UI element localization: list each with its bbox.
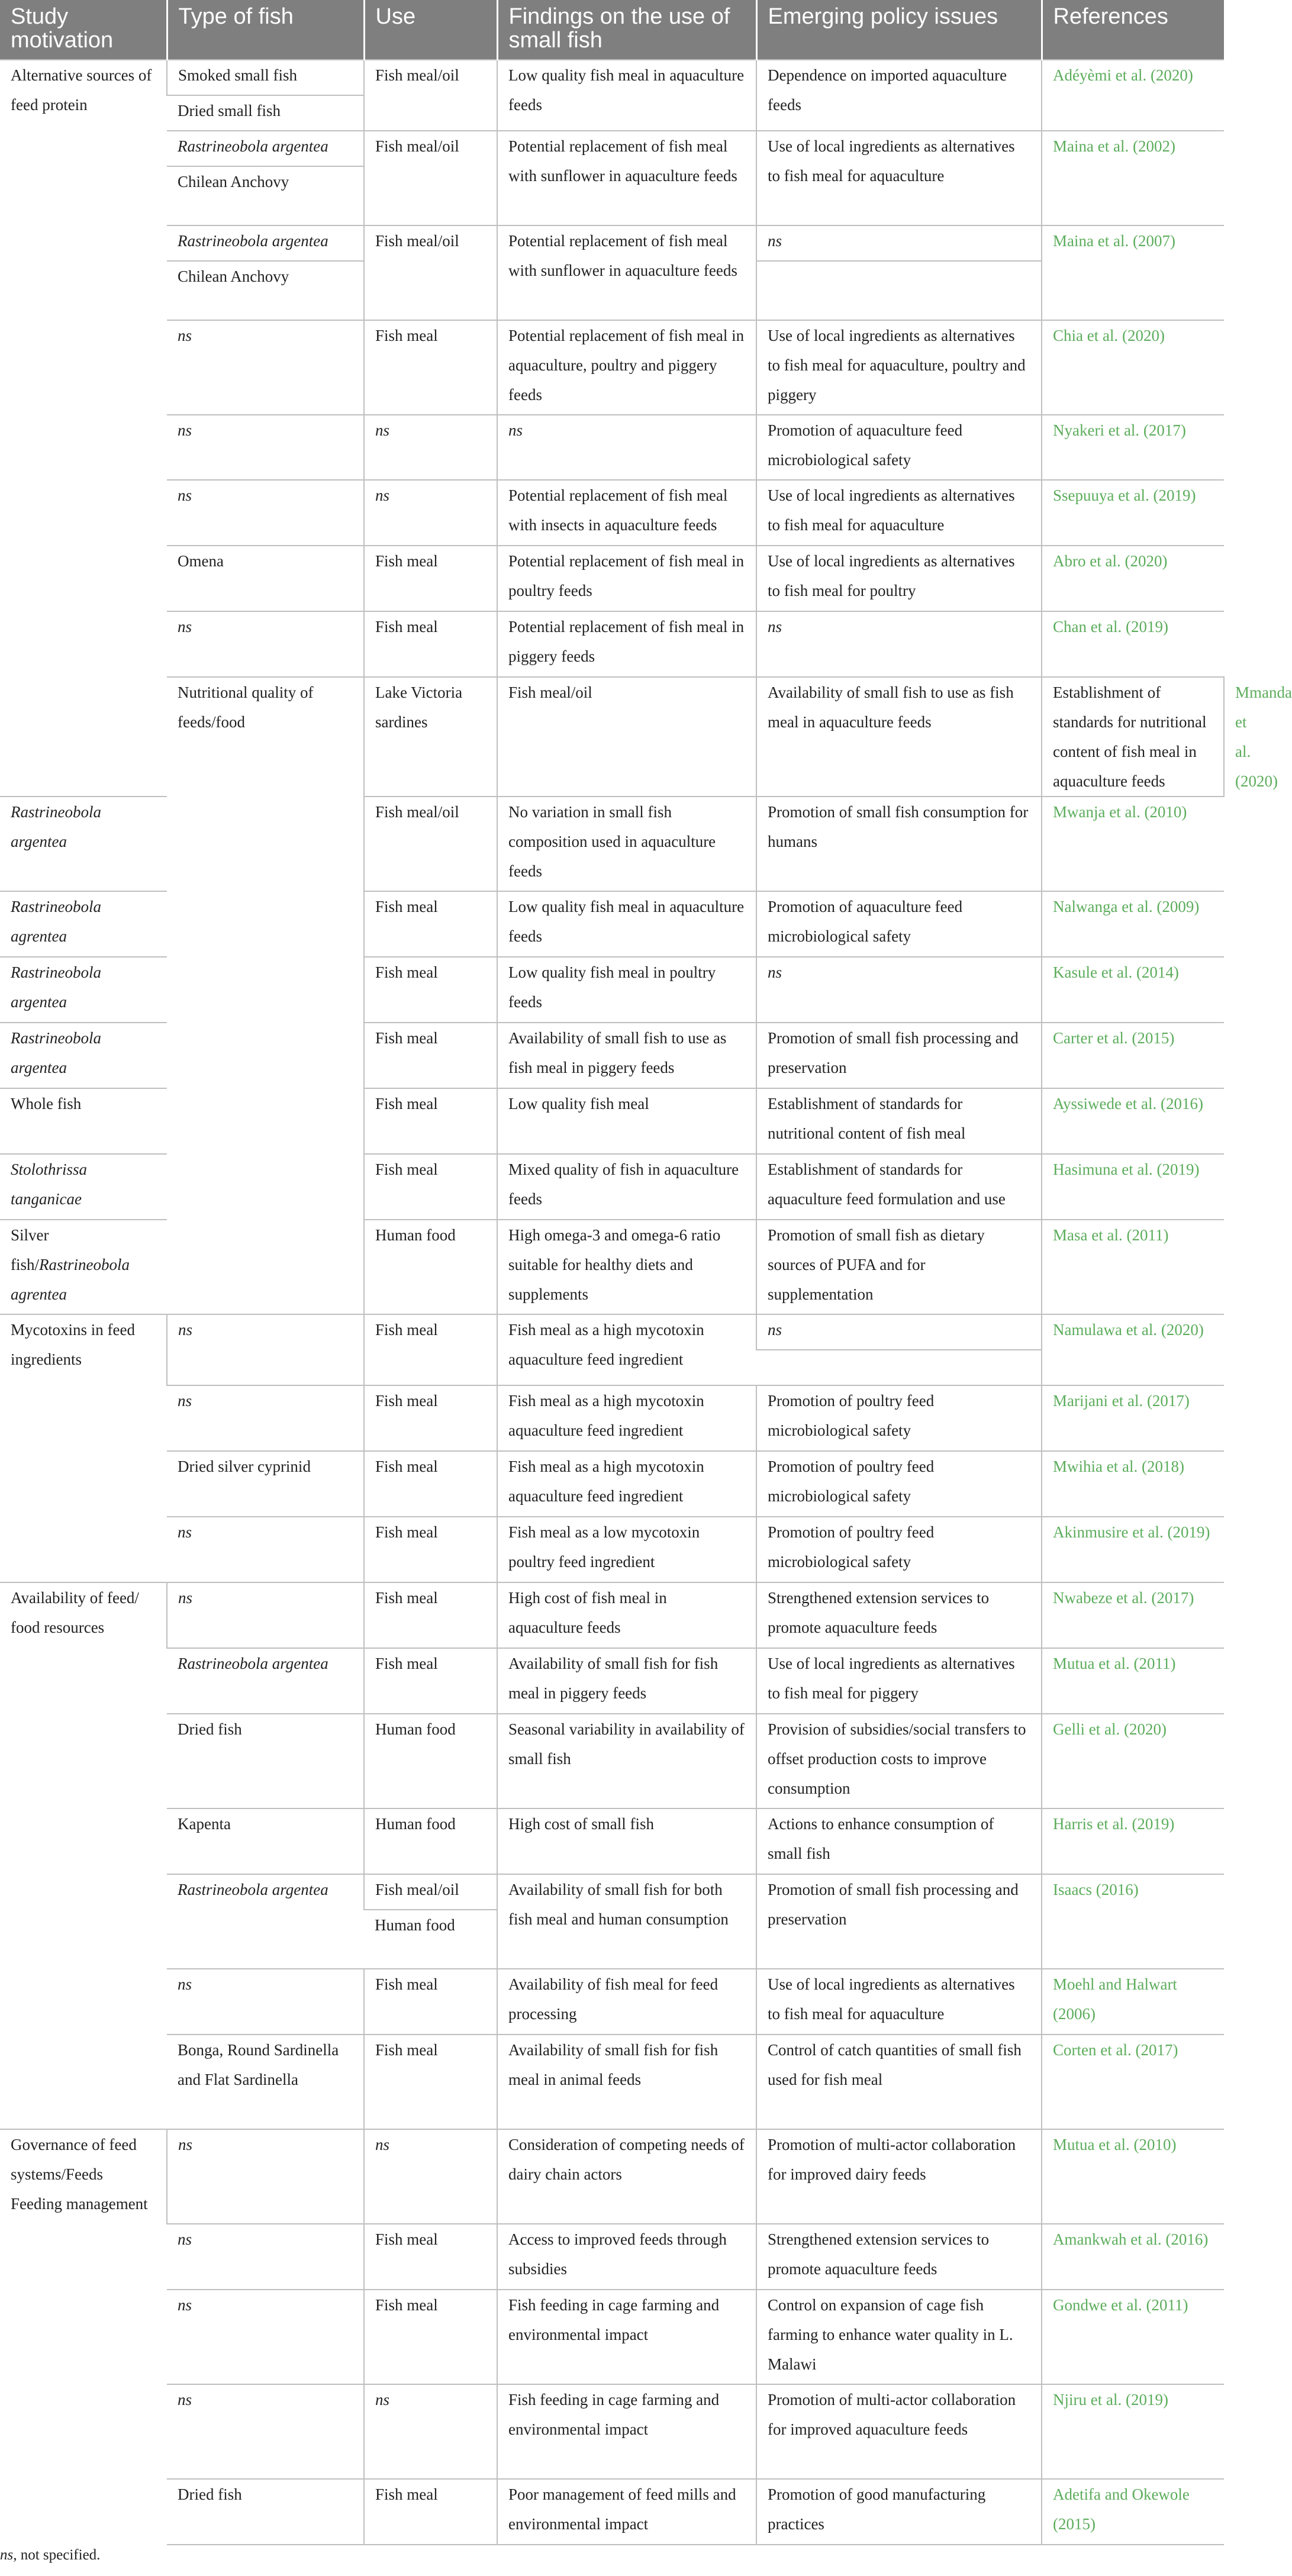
reference: Ssepuuya et al. (2019)	[1042, 480, 1224, 546]
reference: Hasimuna et al. (2019)	[1042, 1154, 1224, 1220]
finding: Potential replacement of fish meal with sunflower in aquaculture feeds	[497, 225, 756, 320]
reference: Ayssiwede et al. (2016)	[1042, 1088, 1224, 1154]
header-study-motivation: Study motivation	[0, 0, 167, 60]
fish-type: Rastrineobola argentea	[167, 1648, 364, 1714]
reference: Gondwe et al. (2011)	[1042, 2290, 1224, 2384]
fish-type: ns	[167, 2384, 364, 2479]
fish-type: Whole fish	[0, 1088, 167, 1154]
policy: Establishment of standards for nutritional content of fish meal	[756, 1088, 1042, 1154]
section-label: Alternative sources of feed protein	[0, 60, 167, 797]
fish-type-species: Rastrineobola agrentea	[11, 1256, 130, 1303]
table-footnote	[0, 2543, 100, 2567]
use: ns	[364, 2129, 497, 2224]
policy: Promotion of small fish processing and preservation	[756, 1874, 1042, 1969]
table-row	[0, 1582, 1224, 1648]
policy: Dependence on imported aquaculture feeds	[756, 60, 1042, 131]
table-row	[0, 2290, 1224, 2384]
fish-type: Dried small fish	[167, 95, 364, 131]
use: Fish meal	[364, 1969, 497, 2035]
table-row	[0, 320, 1224, 415]
fish-type: Dried fish	[167, 1714, 364, 1808]
policy: Use of local ingredients as alternatives to fish meal for poultry	[756, 546, 1042, 611]
use: Fish meal	[364, 1451, 497, 1517]
policy: Promotion of aquaculture feed microbiological safety	[756, 415, 1042, 480]
finding: Potential replacement of fish meal with insects in aquaculture feeds	[497, 480, 756, 546]
policy: Establishment of standards for nutritional content of fish meal in aquaculture feeds	[1042, 677, 1224, 797]
reference: Amankwah et al. (2016)	[1042, 2224, 1224, 2290]
fish-type: Rastrineobola argentea	[167, 131, 364, 166]
policy: Use of local ingredients as alternatives to fish meal for aquaculture	[756, 480, 1042, 546]
policy: Promotion of small fish processing and preservation	[756, 1023, 1042, 1088]
finding: Potential replacement of fish meal in piggery feeds	[497, 611, 756, 677]
fish-type: ns	[167, 415, 364, 480]
fish-type: Bonga, Round Sardinella and Flat Sardinella	[167, 2035, 364, 2129]
fish-type: Rastrineobola argentea	[0, 957, 167, 1023]
fish-type: Rastrineobola argentea	[0, 1023, 167, 1088]
use: Fish meal/oil	[364, 1874, 497, 1910]
table-row	[0, 1517, 1224, 1582]
fish-type: ns	[167, 1517, 364, 1582]
policy: Promotion of poultry feed microbiological safety	[756, 1385, 1042, 1451]
reference: Abro et al. (2020)	[1042, 546, 1224, 611]
finding: Fish meal as a high mycotoxin aquaculture feed ingredient	[497, 1385, 756, 1451]
header-policy-issues: Emerging policy issues	[756, 0, 1042, 60]
fish-type: Lake Victoria sardines	[364, 677, 497, 797]
footnote-text: , not specified.	[13, 2547, 101, 2563]
finding: Low quality fish meal	[497, 1088, 756, 1154]
fish-type: Stolothrissa tanganicae	[0, 1154, 167, 1220]
fish-type: Dried fish	[167, 2479, 364, 2545]
fish-type: Smoked small fish	[167, 60, 364, 95]
use: Human food	[364, 1910, 497, 1969]
fish-type: Rastrineobola argentea	[0, 797, 167, 891]
section-label: Availability of feed/ food resources	[0, 1582, 167, 2129]
footnote-abbr: ns	[0, 2547, 14, 2563]
finding: ns	[497, 415, 756, 480]
use: ns	[364, 480, 497, 546]
fish-type: Rastrineobola argentea	[167, 225, 364, 261]
fish-type: ns	[167, 1582, 364, 1648]
finding: Potential replacement of fish meal in aquaculture, poultry and piggery feeds	[497, 320, 756, 415]
finding: High cost of fish meal in aquaculture feeds	[497, 1582, 756, 1648]
policy: Establishment of standards for aquaculture feed formulation and use	[756, 1154, 1042, 1220]
finding: Poor management of feed mills and environmental impact	[497, 2479, 756, 2545]
finding: Fish meal as a low mycotoxin poultry feed ingredient	[497, 1517, 756, 1582]
finding: High omega-3 and omega-6 ratio suitable for healthy diets and supplements	[497, 1220, 756, 1314]
section-label: Governance of feed systems/Feeds Feeding management	[0, 2129, 167, 2545]
reference: Corten et al. (2017)	[1042, 2035, 1224, 2129]
fish-type: Chilean Anchovy	[167, 261, 364, 320]
use: Fish meal/oil	[364, 797, 497, 891]
finding: No variation in small fish composition used in aquaculture feeds	[497, 797, 756, 891]
use: Fish meal	[364, 2479, 497, 2545]
use: Fish meal	[364, 2290, 497, 2384]
finding: Fish feeding in cage farming and environmental impact	[497, 2384, 756, 2479]
reference: Mwanja et al. (2010)	[1042, 797, 1224, 891]
policy: Promotion of aquaculture feed microbiological safety	[756, 891, 1042, 957]
fish-type-prefix: Silver fish/	[11, 1226, 49, 1274]
policy: Promotion of multi-actor collaboration for improved dairy feeds	[756, 2129, 1042, 2224]
finding: Mixed quality of fish in aquaculture feeds	[497, 1154, 756, 1220]
finding: Fish feeding in cage farming and environmental impact	[497, 2290, 756, 2384]
use: Fish meal	[364, 1154, 497, 1220]
policy: Promotion of multi-actor collaboration for improved aquaculture feeds	[756, 2384, 1042, 2479]
policy: Actions to enhance consumption of small fish	[756, 1808, 1042, 1874]
reference: Marijani et al. (2017)	[1042, 1385, 1224, 1451]
reference: Mutua et al. (2011)	[1042, 1648, 1224, 1714]
header-use: Use	[364, 0, 497, 60]
section-label: Nutritional quality of feeds/food	[167, 677, 364, 1314]
fish-type: Rastrineobola argentea	[167, 1874, 364, 1969]
finding: Availability of small fish for fish meal in piggery feeds	[497, 1648, 756, 1714]
reference: Nwabeze et al. (2017)	[1042, 1582, 1224, 1648]
use: Fish meal	[364, 1314, 497, 1385]
fish-type: ns	[167, 2129, 364, 2224]
policy: Strengthened extension services to promote aquaculture feeds	[756, 1582, 1042, 1648]
use: Fish meal	[364, 611, 497, 677]
use: Fish meal	[364, 2224, 497, 2290]
use: Fish meal	[364, 2035, 497, 2129]
reference: Moehl and Halwart (2006)	[1042, 1969, 1224, 2035]
table-row	[0, 1969, 1224, 2035]
fish-type: ns	[167, 611, 364, 677]
policy: Use of local ingredients as alternatives to fish meal for aquaculture	[756, 1969, 1042, 2035]
table-row	[0, 1451, 1224, 1517]
finding: Fish meal as a high mycotoxin aquaculture feed ingredient	[497, 1451, 756, 1517]
reference: Nalwanga et al. (2009)	[1042, 891, 1224, 957]
finding: Access to improved feeds through subsidies	[497, 2224, 756, 2290]
finding: Low quality fish meal in poultry feeds	[497, 957, 756, 1023]
policy: Promotion of small fish consumption for humans	[756, 797, 1042, 891]
table-row	[0, 480, 1224, 546]
reference: Mutua et al. (2010)	[1042, 2129, 1224, 2224]
fish-type: Dried silver cyprinid	[167, 1451, 364, 1517]
reference: Carter et al. (2015)	[1042, 1023, 1224, 1088]
policy: ns	[756, 225, 1042, 261]
reference: Mwihia et al. (2018)	[1042, 1451, 1224, 1517]
finding: High cost of small fish	[497, 1808, 756, 1874]
use: Fish meal	[364, 1088, 497, 1154]
fish-type: Rastrineobola agrentea	[0, 891, 167, 957]
fish-type: ns	[167, 2224, 364, 2290]
fish-type: ns	[167, 480, 364, 546]
use: Fish meal	[364, 1582, 497, 1648]
use: Human food	[364, 1220, 497, 1314]
header-references: References	[1042, 0, 1224, 60]
policy: Promotion of poultry feed microbiological safety	[756, 1517, 1042, 1582]
reference: Akinmusire et al. (2019)	[1042, 1517, 1224, 1582]
policy: Provision of subsidies/social transfers to offset production costs to improve consumption	[756, 1714, 1042, 1808]
reference: Maina et al. (2007)	[1042, 225, 1224, 320]
policy: Strengthened extension services to promote aquaculture feeds	[756, 2224, 1042, 2290]
table-row	[0, 225, 1224, 261]
policy: Control of catch quantities of small fish used for fish meal	[756, 2035, 1042, 2129]
header-findings: Findings on the use of small fish	[497, 0, 756, 60]
policy: Use of local ingredients as alternatives to fish meal for aquaculture, poultry and piggery	[756, 320, 1042, 415]
fish-type: ns	[167, 1314, 364, 1385]
table-row	[0, 2224, 1224, 2290]
finding: Availability of small fish for fish meal in animal feeds	[497, 2035, 756, 2129]
table-row	[0, 1648, 1224, 1714]
fish-type: ns	[167, 320, 364, 415]
table-row	[0, 1714, 1224, 1808]
finding: Low quality fish meal in aquaculture feeds	[497, 60, 756, 131]
finding: Availability of small fish to use as fish meal in piggery feeds	[497, 1023, 756, 1088]
section-label: Mycotoxins in feed ingredients	[0, 1314, 167, 1582]
finding: Potential replacement of fish meal with sunflower in aquaculture feeds	[497, 131, 756, 225]
finding: Fish meal as a high mycotoxin aquaculture feed ingredient	[497, 1314, 756, 1385]
table-row	[0, 1385, 1224, 1451]
reference: Namulawa et al. (2020)	[1042, 1314, 1224, 1385]
table-row	[0, 2479, 1224, 2545]
table-row: Nutritional quality of feeds/food Lake Victoria sardines Fish meal/oil Availability of small fish to use as fish meal in aquaculture feeds Establishment of standards for nutritional content of fish meal in aquaculture feeds Mmanda et al. (2020)	[0, 677, 1224, 797]
policy: Control on expansion of cage fish farming to enhance water quality in L. Malawi	[756, 2290, 1042, 2384]
table-row	[0, 1808, 1224, 1874]
policy: ns	[756, 957, 1042, 1023]
fish-type: Chilean Anchovy	[167, 166, 364, 225]
table-row	[0, 546, 1224, 611]
table-row	[0, 1874, 1224, 1910]
use: Fish meal	[364, 320, 497, 415]
finding: Consideration of competing needs of dairy chain actors	[497, 2129, 756, 2224]
use: Fish meal	[364, 546, 497, 611]
table-row	[0, 2384, 1224, 2479]
policy: Use of local ingredients as alternatives to fish meal for aquaculture	[756, 131, 1042, 225]
reference: Adéyèmi et al. (2020)	[1042, 60, 1224, 131]
finding: Availability of small fish to use as fish meal in aquaculture feeds	[756, 677, 1042, 797]
fish-type: Omena	[167, 546, 364, 611]
reference: Chia et al. (2020)	[1042, 320, 1224, 415]
reference: Adetifa and Okewole (2015)	[1042, 2479, 1224, 2545]
policy-empty	[756, 261, 1042, 320]
use: Fish meal	[364, 1023, 497, 1088]
reference: Chan et al. (2019)	[1042, 611, 1224, 677]
table-row	[0, 2035, 1224, 2129]
finding: Low quality fish meal in aquaculture feeds	[497, 891, 756, 957]
policy: ns	[756, 611, 1042, 677]
policy: Promotion of poultry feed microbiological safety	[756, 1451, 1042, 1517]
table-row	[0, 131, 1224, 166]
reference: Nyakeri et al. (2017)	[1042, 415, 1224, 480]
use: Fish meal	[364, 1385, 497, 1451]
header-row	[0, 0, 1224, 60]
use: Fish meal	[364, 1517, 497, 1582]
policy-empty	[756, 1350, 1042, 1385]
table-row	[0, 2129, 1224, 2224]
table-row	[0, 1314, 1224, 1350]
fish-type	[0, 1220, 167, 1314]
reference: Njiru et al. (2019)	[1042, 2384, 1224, 2479]
use: ns	[364, 415, 497, 480]
table-row	[0, 60, 1224, 95]
fish-type: ns	[167, 1969, 364, 2035]
policy: Use of local ingredients as alternatives to fish meal for piggery	[756, 1648, 1042, 1714]
reference: Masa et al. (2011)	[1042, 1220, 1224, 1314]
reference: Maina et al. (2002)	[1042, 131, 1224, 225]
reference: Harris et al. (2019)	[1042, 1808, 1224, 1874]
finding: Seasonal variability in availability of small fish	[497, 1714, 756, 1808]
use: Human food	[364, 1808, 497, 1874]
use: Fish meal/oil	[497, 677, 756, 797]
fish-type: Kapenta	[167, 1808, 364, 1874]
reference: Isaacs (2016)	[1042, 1874, 1224, 1969]
table-row	[0, 415, 1224, 480]
finding: Availability of fish meal for feed processing	[497, 1969, 756, 2035]
use: Fish meal/oil	[364, 225, 497, 320]
use: Human food	[364, 1714, 497, 1808]
fish-type: ns	[167, 2290, 364, 2384]
use: Fish meal	[364, 1648, 497, 1714]
policy: Promotion of small fish as dietary sources of PUFA and for supplementation	[756, 1220, 1042, 1314]
use: Fish meal/oil	[364, 60, 497, 131]
finding: Availability of small fish for both fish meal and human consumption	[497, 1874, 756, 1969]
use: Fish meal/oil	[364, 131, 497, 225]
reference: Kasule et al. (2014)	[1042, 957, 1224, 1023]
finding: Potential replacement of fish meal in poultry feeds	[497, 546, 756, 611]
reference: Gelli et al. (2020)	[1042, 1714, 1224, 1808]
policy: Promotion of good manufacturing practices	[756, 2479, 1042, 2545]
policy: ns	[756, 1314, 1042, 1350]
use: ns	[364, 2384, 497, 2479]
table-row	[0, 611, 1224, 677]
use: Fish meal	[364, 957, 497, 1023]
use: Fish meal	[364, 891, 497, 957]
header-type-of-fish: Type of fish	[167, 0, 364, 60]
fish-type: ns	[167, 1385, 364, 1451]
